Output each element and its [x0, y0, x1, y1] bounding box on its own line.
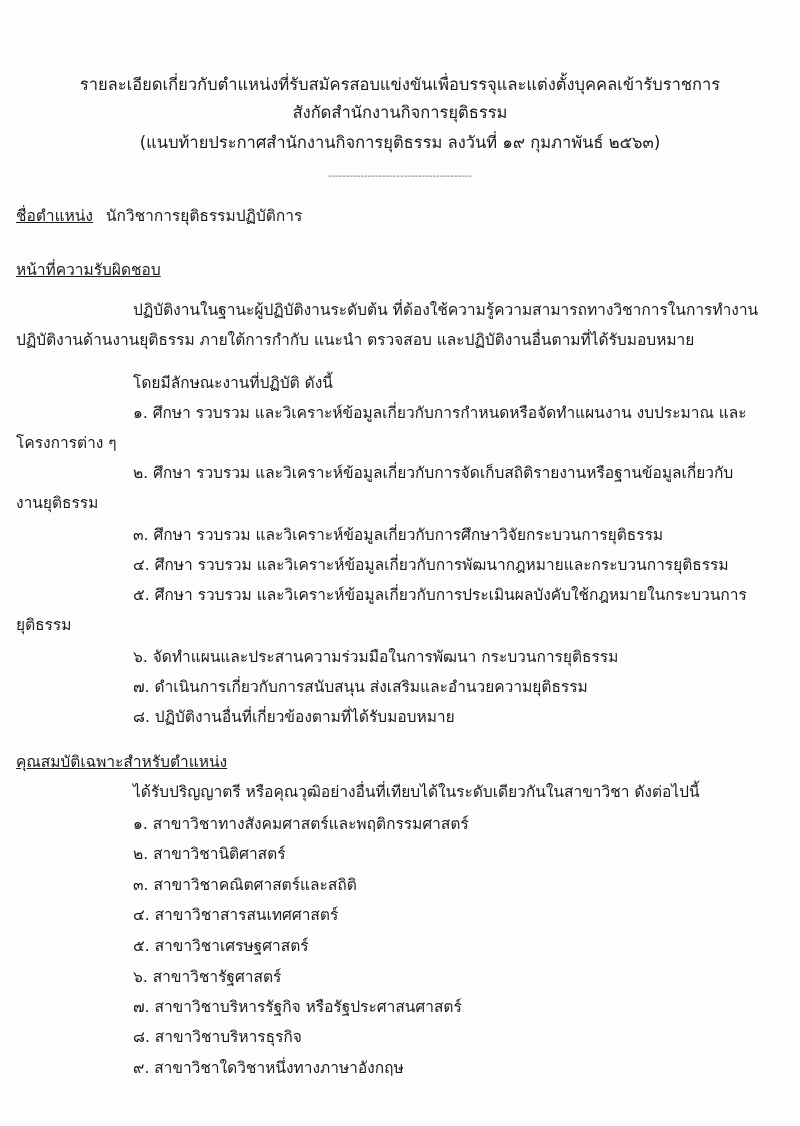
title-line-1: รายละเอียดเกี่ยวกับตำแหน่งที่รับสมัครสอบแข่งขันเพื่อบรรจุและแต่งตั้งบุคคลเข้ารับราชการ	[79, 75, 721, 94]
duty-item-1-cont: โครงการต่าง ๆ	[16, 434, 117, 452]
duties-intro: โดยมีลักษณะงานที่ปฏิบัติ ดังนี้	[133, 374, 333, 392]
duty-item-2-cont: งานยุติธรรม	[16, 494, 99, 512]
duties-para-line1: ปฏิบัติงานในฐานะผู้ปฏิบัติงานระดับต้น ที่ต้องใช้ความรู้ความสามารถทางวิชาการในการทำงาน	[133, 301, 759, 319]
qualification-item-5: ๕. สาขาวิชาเศรษฐศาสตร์	[133, 937, 309, 955]
qualification-item-6: ๖. สาขาวิชารัฐศาสตร์	[133, 968, 282, 986]
qualification-item-1: ๑. สาขาวิชาทางสังคมศาสตร์และพฤติกรรมศาสตร์	[133, 815, 469, 833]
qualification-item-9: ๙. สาขาวิชาใดวิชาหนึ่งทางภาษาอังกฤษ	[133, 1059, 404, 1077]
position-row	[16, 205, 302, 227]
title-line-2: สังกัดสำนักงานกิจการยุติธรรม	[292, 103, 508, 122]
qualifications-heading: คุณสมบัติเฉพาะสำหรับตำแหน่ง	[16, 753, 228, 771]
duty-item-5-cont: ยุติธรรม	[16, 616, 72, 634]
position-label: ชื่อตำแหน่ง	[16, 207, 93, 225]
duty-item-1: ๑. ศึกษา รวบรวม และวิเคราะห์ข้อมูลเกี่ยวกับการกำหนดหรือจัดทำแผนงาน งบประมาณ และ	[133, 404, 747, 422]
duty-item-4: ๔. ศึกษา รวบรวม และวิเคราะห์ข้อมูลเกี่ยวกับการพัฒนากฎหมายและกระบวนการยุติธรรม	[133, 556, 729, 574]
duty-item-2: ๒. ศึกษา รวบรวม และวิเคราะห์ข้อมูลเกี่ยวกับการจัดเก็บสถิติรายงานหรือฐานข้อมูลเกี่ยวกับ	[133, 464, 734, 482]
duties-para-line2: ปฏิบัติงานด้านงานยุติธรรม ภายใต้การกำกับ แนะนำ ตรวจสอบ และปฏิบัติงานอื่นตามที่ได้รับมอบหมาย	[16, 331, 695, 349]
qualifications-intro: ได้รับปริญญาตรี หรือคุณวุฒิอย่างอื่นที่เทียบได้ในระดับเดียวกันในสาขาวิชา ดังต่อไปนี้	[133, 783, 700, 801]
divider: ----------------------------------------	[327, 171, 473, 182]
duties-heading: หน้าที่ความรับผิดชอบ	[16, 261, 161, 279]
duty-item-8: ๘. ปฏิบัติงานอื่นที่เกี่ยวข้องตามที่ได้รับมอบหมาย	[133, 708, 455, 726]
qualification-item-7: ๗. สาขาวิชาบริหารรัฐกิจ หรือรัฐประศาสนศาสตร์	[133, 998, 462, 1016]
qualification-item-4: ๔. สาขาวิชาสารสนเทศศาสตร์	[133, 906, 339, 924]
title-line-3: (แนบท้ายประกาศสำนักงานกิจการยุติธรรม ลงวันที่ ๑๙ กุมภาพันธ์ ๒๕๖๓)	[139, 133, 661, 152]
duty-item-3: ๓. ศึกษา รวบรวม และวิเคราะห์ข้อมูลเกี่ยวกับการศึกษาวิจัยกระบวนการยุติธรรม	[133, 526, 664, 544]
duty-item-7: ๗. ดำเนินการเกี่ยวกับการสนับสนุน ส่งเสริมและอำนวยความยุติธรรม	[133, 678, 588, 696]
qualification-item-8: ๘. สาขาวิชาบริหารธุรกิจ	[133, 1028, 302, 1046]
position-value: นักวิชาการยุติธรรมปฏิบัติการ	[105, 207, 303, 225]
qualification-item-2: ๒. สาขาวิชานิติศาสตร์	[133, 845, 286, 863]
qualification-item-3: ๓. สาขาวิชาคณิตศาสตร์และสถิติ	[133, 876, 357, 894]
duty-item-6: ๖. จัดทำแผนและประสานความร่วมมือในการพัฒนา กระบวนการยุติธรรม	[133, 648, 619, 666]
duty-item-5: ๕. ศึกษา รวบรวม และวิเคราะห์ข้อมูลเกี่ยวกับการประเมินผลบังคับใช้กฎหมายในกระบวนการ	[133, 586, 747, 604]
